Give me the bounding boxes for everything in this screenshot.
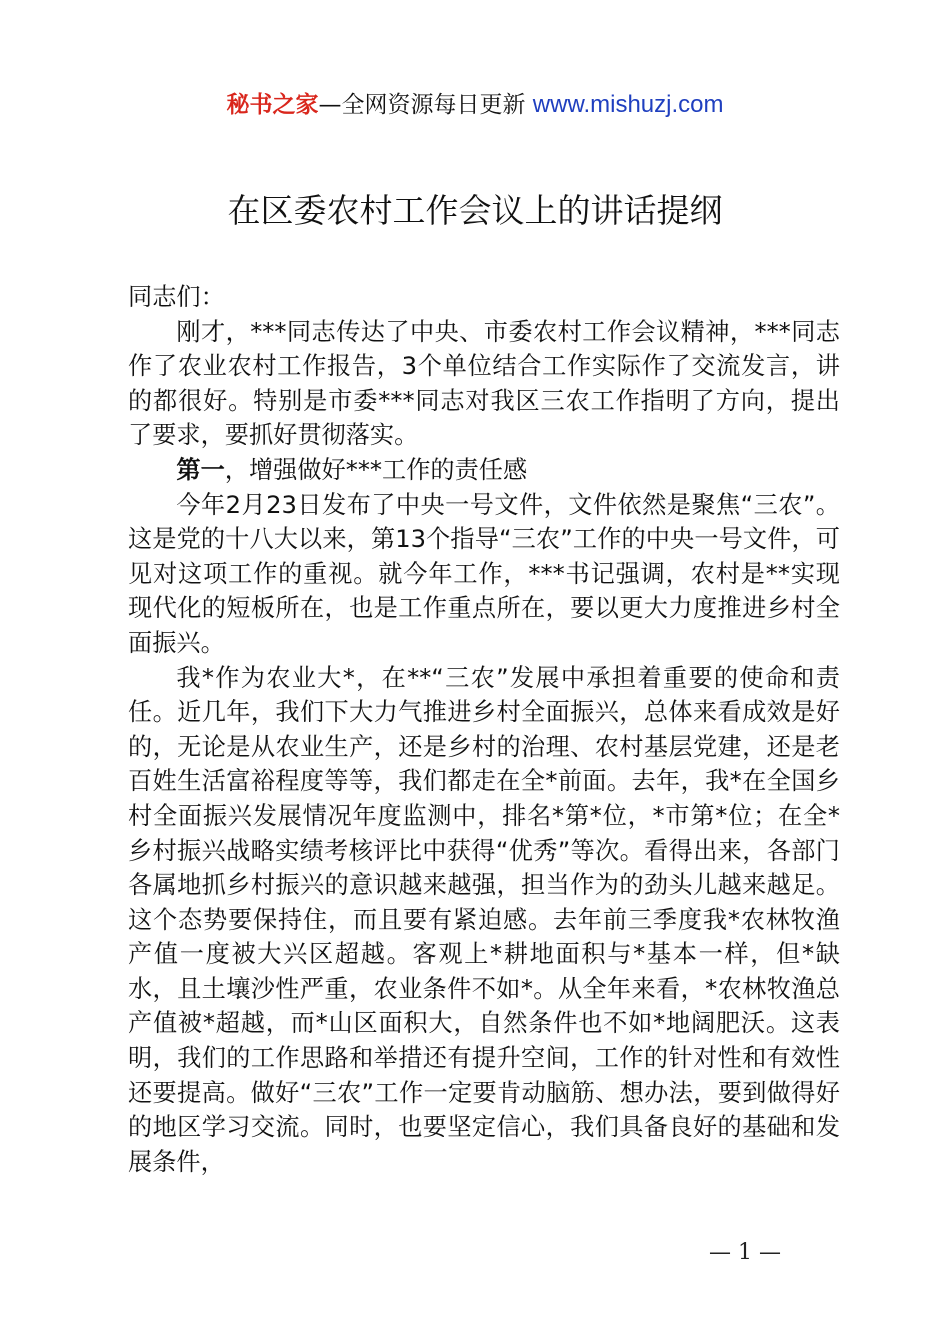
paragraph-document: 今年2月23日发布了中央一号文件，文件依然是聚焦“三农”。这是党的十八大以来，第13个指导“三农”工作的中央一号文件，可见对这项工作的重视。就今年工作，***书记强调，农村是**实现现代化的短板所在，也是工作重点所在，要以更大力度推进乡村全面振兴。 <box>128 490 840 657</box>
paragraph-situation: 我*作为农业大*，在**“三农”发展中承担着重要的使命和责任。近几年，我们下大力气推进乡村全面振兴，总体来看成效是好的，无论是从农业生产，还是乡村的治理、农村基层党建，还是老百姓生活富裕程度等等，我们都走在全*前面。去年，我*在全国乡村全面振兴发展情况年度监测中，排名*第*位，*市第*位；在全*乡村振兴战略实绩考核评比中获得“优秀”等次。看得出来，各部门各属地抓乡村振兴的意识越来越强，担当作为的劲头儿越来越足。这个态势要保持住，而且要有紧迫感。去年前三季度我*农林牧渔产值一度被大兴区超越。客观上*耕地面积与*基本一样，但*缺水，且土壤沙性严重，农业条件不如*。从全年来看，*农林牧渔总产值被*超越，而*山区面积大，自然条件也不如*地阔肥沃。这表明，我们的工作思路和举措还有提升空间，工作的针对性和有效性还要提高。做好“三农”工作一定要肯动脑筋、想办法，要到做得好的地区学习交流。同时，也要坚定信心，我们具备良好的基础和发展条件， <box>128 663 840 1176</box>
page-number: — 1 — <box>709 1240 781 1265</box>
banner-slogan: —全网资源每日更新 <box>318 92 526 118</box>
salutation: 同志们： <box>128 283 225 311</box>
brand-name: 秘书之家 <box>226 92 319 118</box>
section-heading <box>128 453 840 488</box>
section-heading-text: ，增强做好***工作的责任感 <box>224 455 528 484</box>
document-title: 在区委农村工作会议上的讲话提纲 <box>227 191 723 230</box>
section-heading-label: 第一 <box>176 455 225 484</box>
paragraph-opening: 刚才，***同志传达了中央、市委农村工作会议精神，***同志作了农业农村工作报告，3个单位结合工作实际作了交流发言，讲的都很好。特别是市委***同志对我区三农工作指明了方向，提出了要求，要抓好贯彻落实。 <box>128 317 840 450</box>
site-banner <box>0 88 950 122</box>
site-url-link[interactable]: www.mishuzj.com <box>532 91 724 118</box>
document-body <box>128 280 840 1179</box>
